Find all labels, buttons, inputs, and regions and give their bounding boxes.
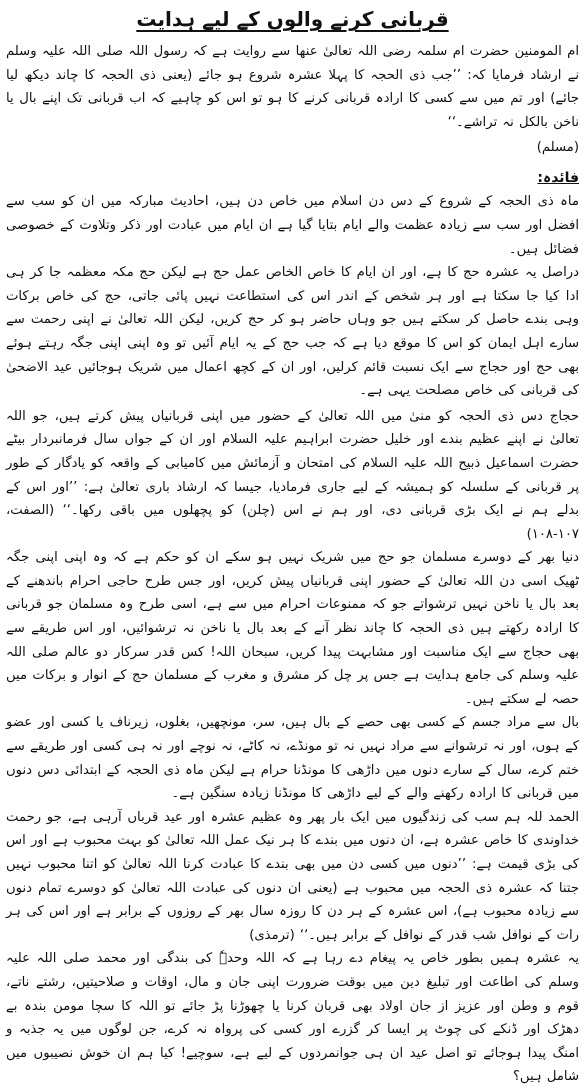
paragraph: ماہ ذی الحجہ کے شروع کے دس دن اسلام میں خاص دن ہیں، احادیث مبارکہ میں ان کو سب سے افضل اور سب سے زیادہ عظمت والے ایام بتایا گیا ہے ان ایام میں عبادت اور ذکر وتلاوت کے خصوصی فضائل ہیں۔ <box>6 194 579 257</box>
paragraph: دراصل یہ عشرہ حج کا ہے، اور ان ایام کا خاص الخاص عمل حج ہے لیکن حج مکہ معظمہ جا کر ہی ادا کیا جا سکتا ہے اور ہر شخص کے اندر اس کی استطاعت نہیں پائی جاتی، حج کی خاص برکات وہی بندے حاصل کر سکتے ہیں جو وہاں حاضر ہو کر حج کریں، لیکن اللہ تعالیٰ نے اپنی رحمت سے سارے اہل ایمان کو اس کا موقع دیا ہے کہ جب حج کے یہ ایام آئیں تو وہ اپنی اپنی جگہ رہتے ہوئے بھی حج اور حجاج سے ایک نسبت قائم کرلیں، اور ان کے کچھ اعمال میں شریک ہوجائیں عید الاضحیٰ کی قربانی کی خاص مصلحت یہی ہے۔ <box>6 265 579 399</box>
paragraph: بال سے مراد جسم کے کسی بھی حصے کے بال ہیں، سر، مونچھیں، بغلوں، زیرناف یا کسی اور عضو کے ہوں، اور نہ ترشوانے سے مراد نہیں نہ تو مونڈے، نہ کاٹے، نہ نوچے اور نہ ہی کسی اور طریقے سے ختم کرے، سال کے سارے دنوں میں داڑھی کا مونڈنا حرام ہے لیکن ماہ ذی الحجہ کے ابتدائی دس دنوں میں قربانی کا ارادہ رکھنے والے کے لیے داڑھی کا مونڈنا زیادہ سنگین ہے۔ <box>6 715 579 802</box>
section-heading: فائدہ: <box>537 170 579 187</box>
paragraph: دنیا بھر کے دوسرے مسلمان جو حج میں شریک نہیں ہو سکے ان کو حکم ہے کہ وہ اپنی اپنی جگہ ٹھیک اسی دن اللہ تعالیٰ کے حضور اپنی قربانیاں پیش کریں، اور جس طرح حاجی احرام باندھنے کے بعد بال یا ناخن نہیں ترشواتے جو کہ ممنوعات احرام میں سے ہے، اسی طرح وہ مسلمان جو قربانی کا ارادہ رکھتے ہیں ذی الحجہ کا چاند نظر آنے کے بعد بال یا ناخن نہ ترشوائیں، اور اس طریقے سے بھی حجاج سے ایک مناسبت اور مشابہت پیدا کریں، سبحان اللہ! کس قدر سرکار دو عالم صلی اللہ علیہ وسلم کی جامع ہدایت ہے جس پر چل کر مشرق و مغرب کے مسلمان حج کے انوار و برکات میں حصہ لے سکتے ہیں۔ <box>6 550 579 707</box>
hadith-source: (مسلم) <box>536 140 579 156</box>
page-title: قربانی کرنے والوں کے لیے ہدایت <box>136 7 449 31</box>
paragraph: یہ عشرہ ہمیں بطور خاص یہ پیغام دے رہا ہے کہ اللہ وحدہٗ کی بندگی اور محمد صلی اللہ علیہ وسلم کی اطاعت اور تبلیغ دین میں بوقت ضرورت اپنی جان و مال، اوقات و صلاحیتیں، رشتے ناتے، قوم و وطن اور عزیز از جان اولاد بھی قربان کرنا یا چھوڑنا پڑ جائے تو اللہ کا سچا مومن بندہ بے دھڑک اور ڈنکے کی چوٹ پر ایسا کر گزرے اور کسی کی پرواہ نہ کرے، جن لوگوں میں یہ جذبہ و امنگ پیدا ہوجائے تو اصل عید ان ہی جوانمردوں کے لیے ہے، سوچیے! کیا ہم ان خوش نصیبوں میں شامل ہیں؟ <box>6 951 579 1085</box>
hadith-text: ام المومنین حضرت ام سلمہ رضی اللہ تعالیٰ عنھا سے روایت ہے کہ رسول اللہ صلی اللہ علیہ وسلم نے ارشاد فرمایا کہ: ’’جب ذی الحجہ کا پہلا عشرہ شروع ہو جائے (یعنی ذی الحجہ کا چاند دیکھ لیا جائے) اور تم میں سے کسی کا ارادہ قربانی کرنے کا ہو تو اس کو چاہیے کہ اب قربانی تک اپنے بال یا ناخن بالکل نہ تراشے۔‘‘ <box>6 44 579 130</box>
paragraph: حجاج دس ذی الحجہ کو منیٰ میں اللہ تعالیٰ کے حضور میں اپنی قربانیاں پیش کرتے ہیں، جو اللہ تعالیٰ نے اپنے عظیم بندے اور خلیل حضرت ابراہیم علیہ السلام اور ان کے جواں سال فرمانبردار بیٹے حضرت اسماعیل ذبیح اللہ علیہ السلام کی امتحان و آزمائش میں کامیابی کے واقعہ کو یادگار کے طور پر قربانی کے سلسلہ کو ہمیشہ کے لیے جاری فرمادیا، جیسا کہ ارشاد باری تعالیٰ ہے: ’’اور اس کے بدلے ہم نے ایک بڑی قربانی دی، اور ہم نے اس (چلن) کو پچھلوں میں باقی رکھا۔‘‘ (الصفت، ۱۰۷-۱۰۸) <box>6 408 579 542</box>
paragraph: الحمد للہ ہم سب کی زندگیوں میں ایک بار پھر وہ عظیم عشرہ اور عید قرباں آرہی ہے، جو رحمت خداوندی کا خاص عشرہ ہے، ان دنوں میں بندے کا ہر نیک عمل اللہ تعالیٰ کو بہت محبوب ہے اور اس کی بڑی قیمت ہے: ’’دنوں میں کسی دن میں بھی بندے کا عبادت کرنا اللہ تعالیٰ کو اتنا محبوب نہیں جتنا کہ عشرہ ذی الحجہ میں محبوب ہے (یعنی ان دنوں کی عبادت اللہ تعالیٰ کو دوسرے تمام دنوں سے زیادہ محبوب ہے)، اس عشرہ کے ہر دن کا روزہ سال بھر کے روزوں کے برابر ہے اور اس کی ہر رات کے نوافل شب قدر کے نوافل کے برابر ہیں۔‘‘ (ترمذی) <box>6 809 579 943</box>
